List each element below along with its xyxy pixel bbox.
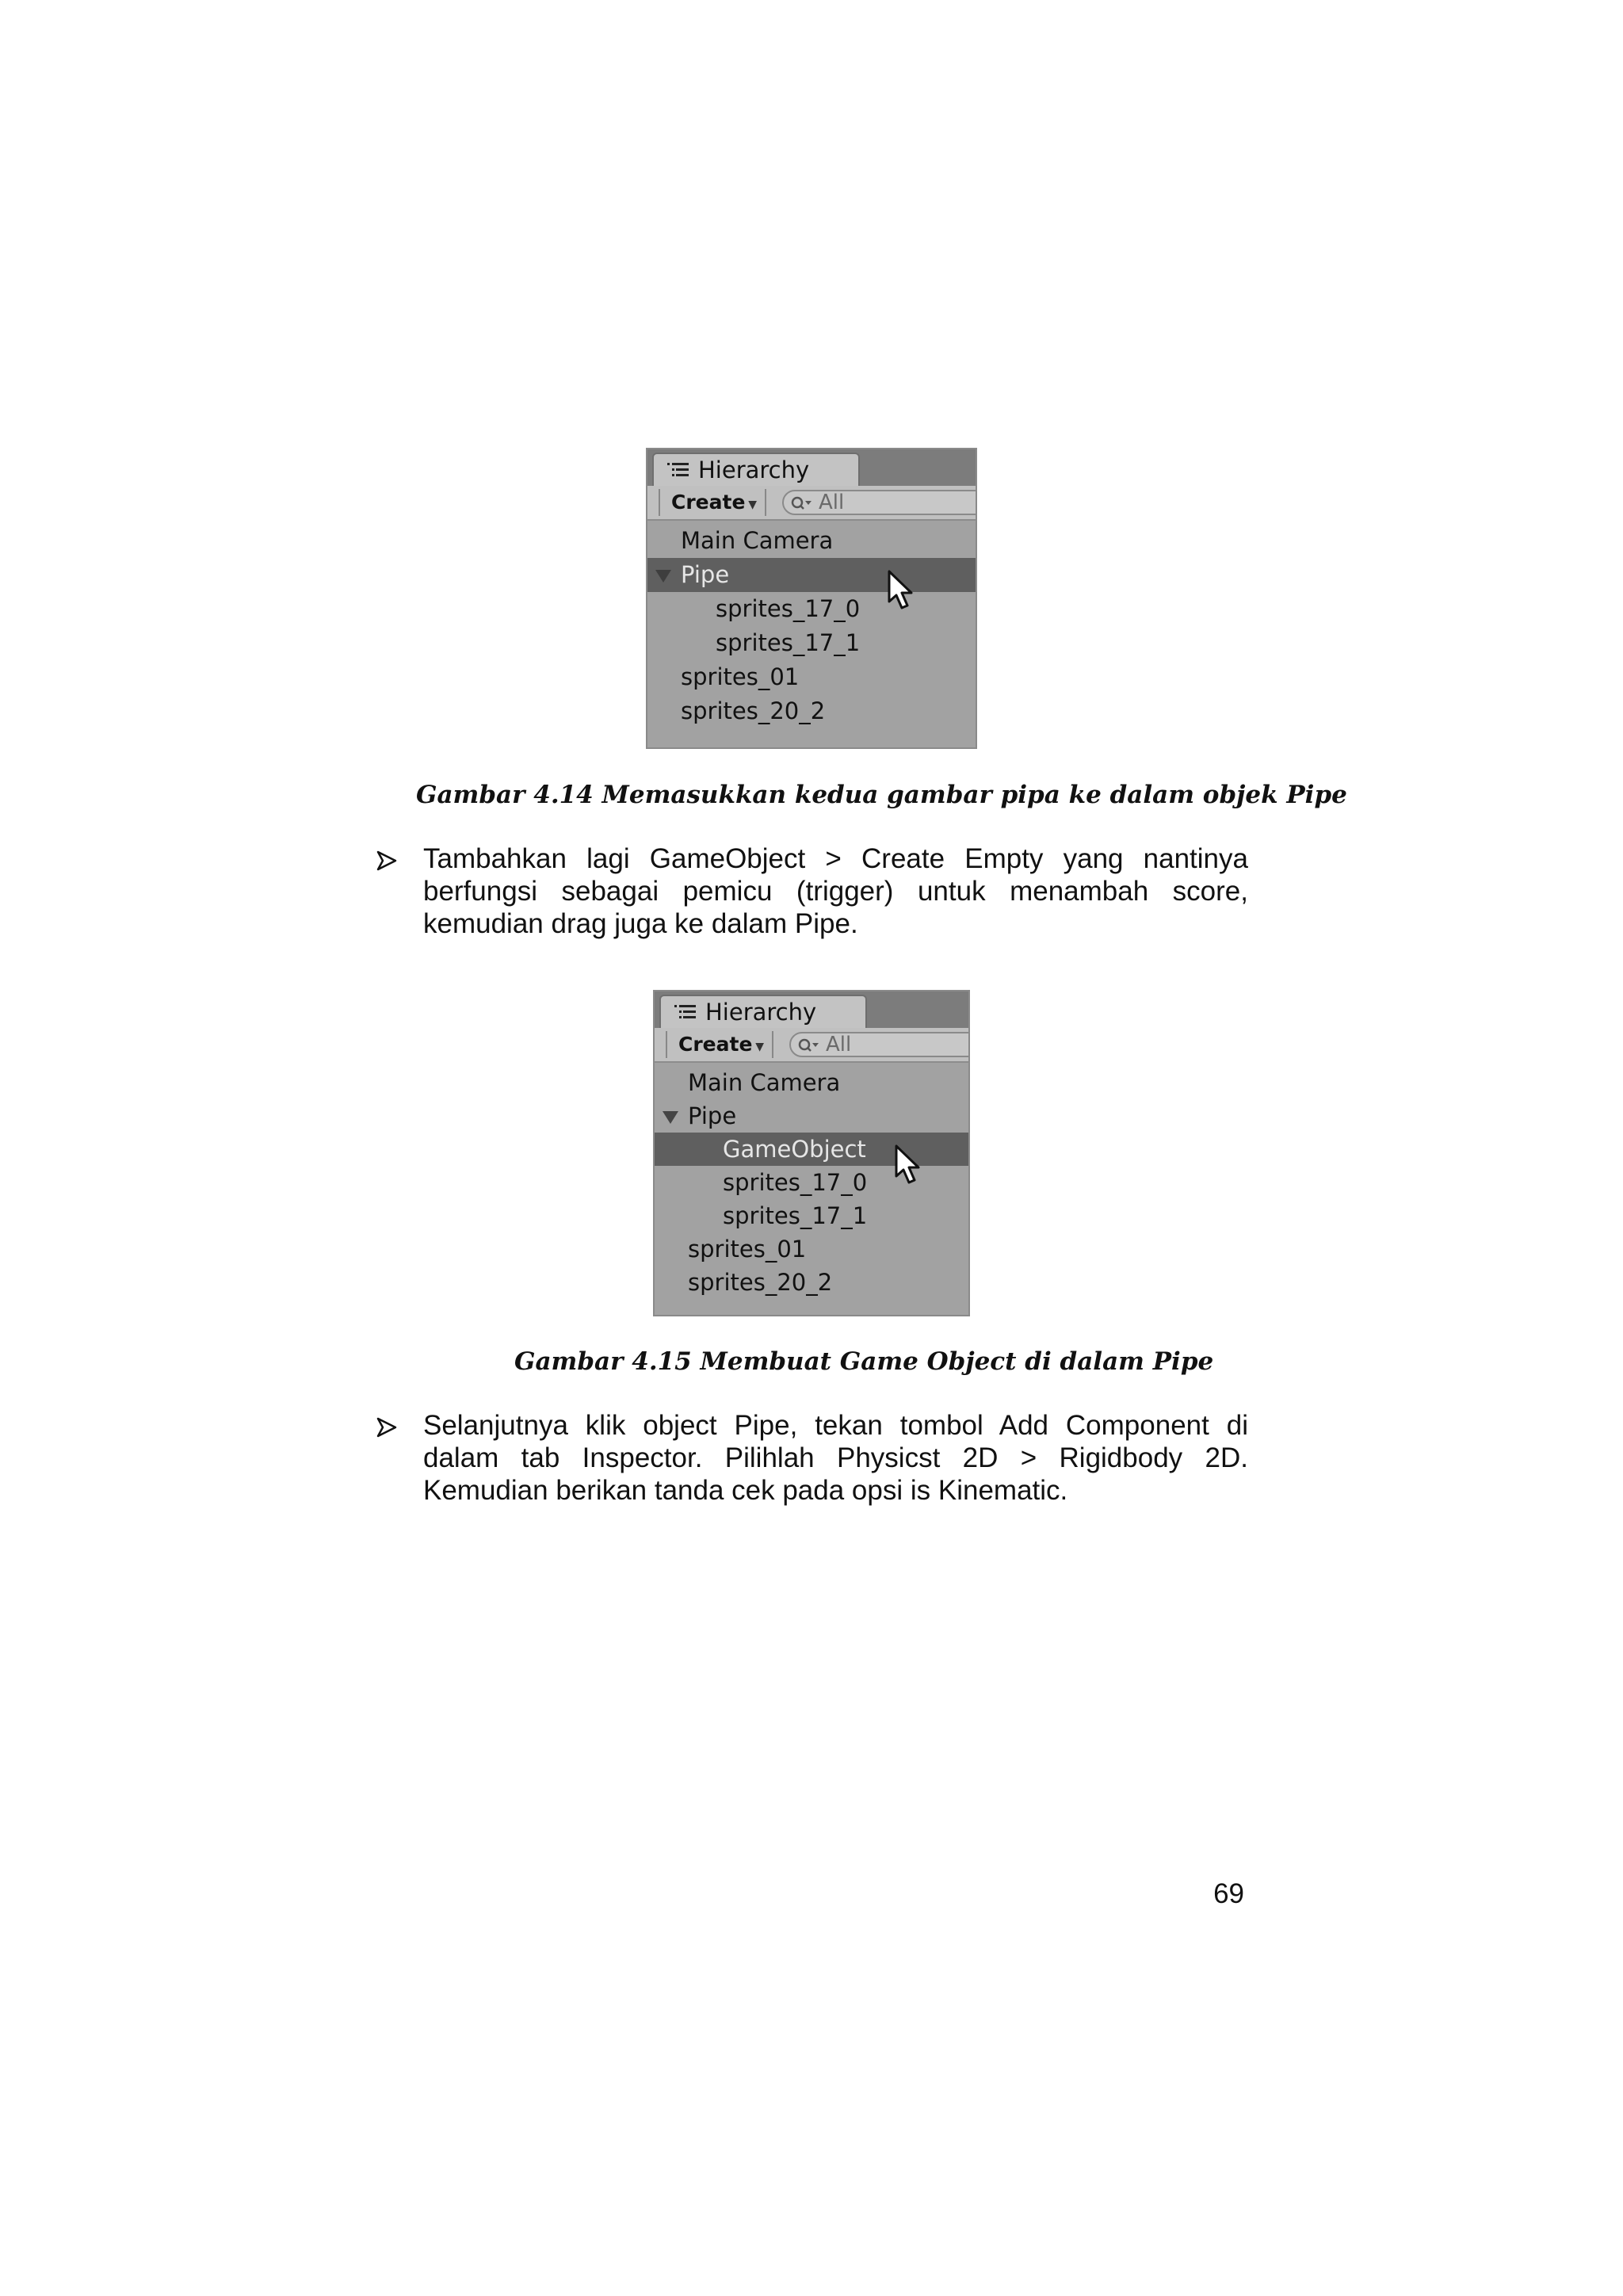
tree-item-label: sprites_20_2 [688,1269,833,1296]
tree-item-label: Pipe [688,1102,737,1129]
tree-item-main-camera[interactable] [647,524,976,558]
tree-item-label: GameObject [723,1136,866,1163]
tree-item-label: sprites_17_1 [723,1202,868,1229]
tree-item-label: Pipe [681,561,730,588]
search-icon [797,1037,821,1054]
arrow-bullet-icon [376,850,397,871]
tree-item-label: Main Camera [688,1069,841,1096]
expand-arrow-icon[interactable] [655,570,671,583]
hierarchy-panel-figure-1 [646,448,977,749]
tree-item-sprites-17-1[interactable] [655,1199,968,1232]
hierarchy-toolbar [655,1028,968,1063]
create-label: Create [671,491,746,514]
tab-bar [655,991,968,1028]
tree-item-label: sprites_17_0 [723,1169,868,1196]
mouse-cursor-icon [887,570,918,613]
tree-item-label: sprites_01 [681,663,800,690]
arrow-bullet-icon [376,1417,397,1438]
search-icon [790,495,814,512]
tree-item-label: sprites_17_1 [716,629,861,656]
tree-item-sprites-01[interactable] [647,660,976,694]
tree-item-sprites-17-1[interactable] [647,626,976,660]
tree-item-label: sprites_01 [688,1236,807,1263]
tree-item-pipe[interactable] [655,1099,968,1133]
tab-hierarchy[interactable] [652,453,860,487]
create-label: Create [678,1033,753,1056]
search-input[interactable] [789,1032,970,1057]
create-dropdown-button[interactable] [659,489,766,516]
tree-item-main-camera[interactable] [655,1066,968,1099]
create-dropdown-button[interactable] [666,1031,773,1058]
mouse-cursor-icon [894,1144,926,1187]
tree-item-sprites-20-2[interactable] [655,1266,968,1299]
tree-item-label: sprites_17_0 [716,595,861,622]
search-input[interactable] [782,490,977,515]
search-placeholder: All [819,491,845,514]
dropdown-caret-icon: ▼ [755,1041,764,1053]
bullet-paragraph [376,842,1248,940]
tab-title: Hierarchy [698,457,810,483]
tab-hierarchy[interactable] [659,995,867,1030]
tree-item-sprites-17-0[interactable] [647,592,976,626]
hierarchy-tree [647,524,976,728]
tree-item-label: Main Camera [681,527,834,554]
tab-bar [647,449,976,486]
search-placeholder: All [826,1033,852,1056]
page-number: 69 [1213,1878,1244,1909]
figure-caption: Gambar 4.15 Membuat Game Object di dalam Pipe [514,1347,1214,1376]
list-icon [674,1003,697,1021]
dropdown-caret-icon: ▼ [748,499,757,511]
tree-item-sprites-20-2[interactable] [647,694,976,728]
figure-caption: Gambar 4.14 Memasukkan kedua gambar pipa ke dalam objek Pipe [416,781,1347,809]
bullet-text: Selanjutnya klik object Pipe, tekan tombol Add Component di dalam tab Inspector. Pilihlah Physicst 2D > Rigidbody 2D. Kemudian berikan tanda cek pada opsi is Kinematic. [423,1410,1248,1506]
list-icon [666,461,690,479]
bullet-text: Tambahkan lagi GameObject > Create Empty yang nantinya berfungsi sebagai pemicu (trigger) untuk menambah score, kemudian drag juga ke dalam Pipe. [423,843,1248,939]
expand-arrow-icon[interactable] [663,1111,678,1124]
tab-title: Hierarchy [705,999,817,1026]
tree-item-label: sprites_20_2 [681,697,826,724]
hierarchy-panel-figure-2 [653,990,970,1316]
bullet-paragraph [376,1409,1248,1507]
tree-item-pipe[interactable] [647,558,976,592]
tree-item-sprites-01[interactable] [655,1232,968,1266]
hierarchy-toolbar [647,486,976,521]
